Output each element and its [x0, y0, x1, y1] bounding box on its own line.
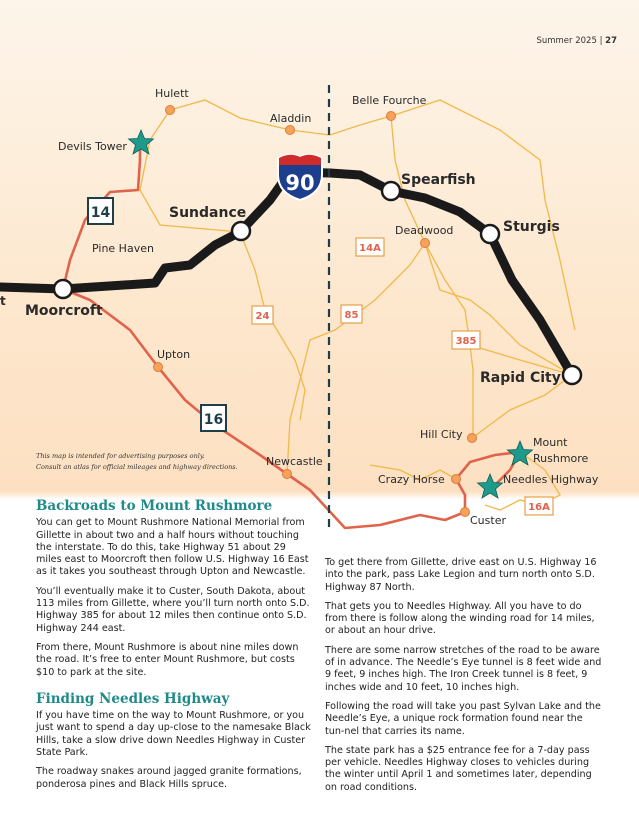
paragraph: From there, Mount Rushmore is about nine miles down the road. It’s free to enter Mount Rushmore, but costs $10 to park at the site. — [36, 641, 299, 678]
label-sturgis: Sturgis — [503, 219, 560, 235]
interstate-90-shield-icon — [278, 155, 322, 200]
needles-highway-star-icon — [478, 474, 503, 498]
route-14a-label: 14A — [359, 243, 381, 254]
label-aladdin: Aladdin — [270, 112, 312, 125]
city-dot-sundance — [232, 222, 250, 240]
paragraph: You’ll eventually make it to Custer, South Dakota, about 113 miles from Gillette, where you’ll turn north onto S.D. Highway 385 for about 12 miles then continue onto S.D. Highway 244 east. — [36, 585, 310, 634]
us16-shield-number: 16 — [203, 412, 224, 428]
map-disclaimer — [36, 451, 276, 473]
paragraph: The roadway snakes around jagged granite formations, ponderosa pines and Black Hills spruce. — [36, 766, 302, 790]
page-number: 27 — [605, 36, 617, 46]
route-24-label: 24 — [255, 311, 270, 322]
town-dot-deadwood — [421, 239, 430, 248]
town-dot-hulett — [166, 106, 175, 115]
label-belle-fourche: Belle Fourche — [352, 94, 427, 107]
city-dot-moorcroft — [54, 280, 72, 298]
label-mount-rushmore-line2: Rushmore — [533, 452, 589, 465]
mount-rushmore-star-icon — [508, 441, 533, 465]
page-folio: Summer 2025 | 27 — [536, 36, 617, 46]
paragraph: If you have time on the way to Mount Rushmore, or you just want to spend a day up-close to the namesake Black Hills, take a slow drive down Needles Highway in Custer State Park. — [36, 710, 311, 759]
label-gillette-fragment: t — [0, 294, 6, 308]
town-dot-custer — [461, 508, 470, 517]
article-column-right — [325, 557, 603, 801]
route-16a-label: 16A — [528, 502, 550, 513]
label-custer: Custer — [470, 514, 506, 527]
town-dot-newcastle — [283, 470, 292, 479]
city-labels — [0, 172, 561, 386]
paragraph: You can get to Mount Rushmore National Memorial from Gillette in about two and a half hours without touching the interstate. To do this, take Highway 51 about 29 miles east to Moorcroft then follow U.S. Highway 16 East as it takes you southeast through Upton and Newcastle. — [36, 517, 309, 578]
label-mount-rushmore-line1: Mount — [533, 436, 568, 449]
label-hulett: Hulett — [155, 87, 189, 100]
paragraph: There are some narrow stretches of the road to be aware of in advance. The Needle’s Eye tunnel is 8 feet wide and 9 feet, 9 inches high. The Iron Creek tunnel is 8 feet, 9 inches wide and 10 feet, 10 inches high. — [325, 644, 602, 693]
label-rapid-city: Rapid City — [480, 370, 561, 386]
label-hill-city: Hill City — [420, 428, 463, 441]
label-devils-tower: Devils Tower — [58, 140, 127, 153]
route-85-label: 85 — [344, 310, 359, 321]
label-newcastle: Newcastle — [266, 455, 323, 468]
town-dot-belle-fourche — [387, 112, 396, 121]
us14-shield — [88, 198, 113, 224]
label-crazy-horse: Crazy Horse — [378, 473, 445, 486]
paragraph: To get there from Gillette, drive east on U.S. Highway 16 into the park, pass Lake Legion and turn north onto S.D. Highway 87 North. — [325, 557, 597, 593]
city-dot-spearfish — [382, 182, 400, 200]
town-dot-aladdin — [286, 126, 295, 135]
label-sundance: Sundance — [169, 205, 247, 221]
us14-shield-number: 14 — [90, 205, 111, 221]
label-pine-haven: Pine Haven — [92, 242, 154, 255]
label-upton: Upton — [157, 348, 191, 361]
paragraph: Following the road will take you past Sylvan Lake and the Needle’s Eye, a unique rock formation found near the tun-nel that carries its name. — [325, 700, 601, 737]
label-deadwood: Deadwood — [395, 224, 454, 237]
i90-shield-number: 90 — [285, 171, 315, 195]
disclaimer-line-1: This map is intended for advertising purposes only. — [36, 452, 205, 460]
paragraph: That gets you to Needles Highway. All you have to do from there is follow along the winding road for 14 miles, or about an hour drive. — [325, 600, 595, 637]
city-dot-rapid-city — [563, 366, 581, 384]
label-spearfish: Spearfish — [401, 172, 476, 188]
route-385-label: 385 — [455, 336, 477, 347]
city-dot-sturgis — [481, 225, 499, 243]
heading-backroads: Backroads to Mount Rushmore — [36, 498, 273, 514]
label-needles-highway: Needles Highway — [503, 473, 599, 486]
paragraph: The state park has a $25 entrance fee for a 7-day pass per vehicle. Needles Highway closes to vehicles during the winter until April 1 and sometimes later, depending on road conditions. — [325, 744, 592, 793]
label-moorcroft: Moorcroft — [25, 303, 103, 319]
heading-needles-highway: Finding Needles Highway — [36, 690, 230, 707]
us16-shield — [201, 405, 226, 431]
town-dot-upton — [154, 363, 163, 372]
disclaimer-line-2: Consult an atlas for official mileages and highway directions. — [36, 463, 238, 471]
issue-date: Summer 2025 — [536, 36, 597, 46]
town-dot-hill-city — [468, 434, 477, 443]
town-dot-crazy-horse — [452, 475, 461, 484]
article-column-left — [36, 500, 312, 798]
